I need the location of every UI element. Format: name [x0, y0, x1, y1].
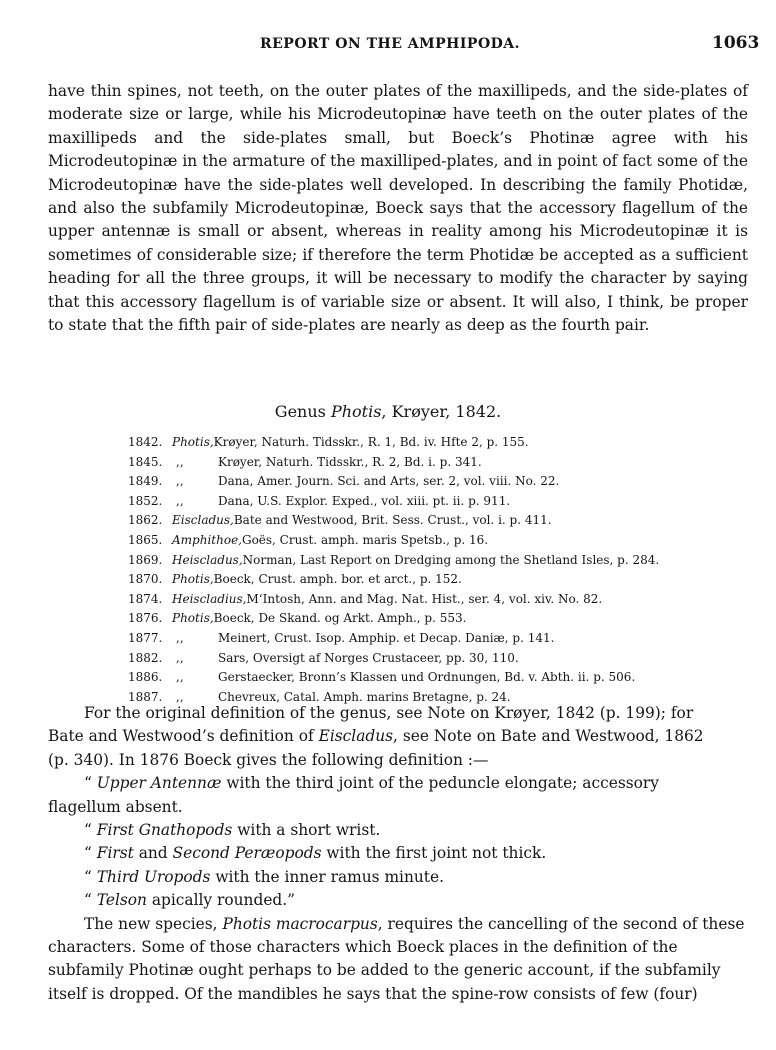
- genus-suffix: , Krøyer, 1842.: [381, 402, 502, 421]
- quote-line: [48, 842, 748, 865]
- synonymy-entry: [128, 511, 728, 531]
- ditto-mark: ,,: [176, 630, 184, 645]
- synonymy-ref: Norman, Last Report on Dredging among the Shetland Isles, p. 284.: [242, 552, 660, 567]
- quote-mark: “: [84, 821, 97, 840]
- synonymy-year: 1852.: [128, 493, 163, 508]
- italic-term: Third Uropods: [96, 867, 211, 886]
- synonymy-entry: [128, 433, 728, 453]
- ditto-mark: ,,: [176, 689, 184, 704]
- quote-mark: “: [84, 867, 97, 886]
- text-line: deep as the fourth pair.: [466, 316, 650, 335]
- synonymy-entry: [128, 551, 728, 571]
- synonymy-ref: Krøyer, Naturh. Tidsskr., R. 1, Bd. iv. Hfte 2, p. 155.: [213, 435, 529, 449]
- synonymy-entry: [128, 531, 728, 551]
- synonymy-ref: Goës, Crust. amph. maris Spetsb., p. 16.: [241, 532, 489, 547]
- synonymy-year: 1887.: [128, 689, 163, 704]
- synonymy-entry: [128, 453, 728, 473]
- synonymy-ref: Dana, Amer. Journ. Sci. and Arts, ser. 2, vol. viii. No. 22.: [218, 474, 560, 489]
- text-line: characters. Some of those characters which Boeck places in the definition of the: [48, 938, 678, 957]
- synonymy-ref: Chevreux, Catal. Amph. marins Bretagne, p. 24.: [218, 689, 511, 704]
- synonymy-year: 1886.: [128, 670, 163, 685]
- text-line: will also, I think, be proper to state that the fifth pair of side-plates are nearly as: [48, 292, 748, 335]
- synonymy-ref: Sars, Oversigt af Norges Crustaceer, pp. 30, 110.: [218, 650, 519, 665]
- text-line: Microdeutopinæ it is sometimes of considerable size; if therefore the term Photidæ be: [48, 222, 748, 264]
- ditto-mark: ,,: [176, 650, 184, 665]
- genus-name: Photis: [330, 402, 382, 421]
- text-line: the maxillipeds and the side-plates small, but Boeck’s Photinæ agree with his: [48, 105, 748, 147]
- synonymy-ref: Boeck, Crust. amph. bor. et arct., p. 152.: [213, 572, 462, 587]
- italic-term: Eiscladus: [318, 727, 394, 746]
- ditto-mark: ,,: [176, 670, 184, 685]
- italic-term: First: [96, 844, 134, 863]
- ditto-mark: ,,: [176, 454, 184, 469]
- ditto-mark: ,,: [176, 493, 184, 508]
- text-span: with the third joint of the peduncle elongate; accessory: [221, 774, 659, 793]
- text-span: with the inner ramus minute.: [210, 867, 444, 886]
- quote-line: [48, 866, 748, 889]
- genus-heading: [0, 402, 776, 421]
- synonymy-genus: Photis,: [172, 572, 214, 587]
- text-span: , requires the cancelling of the second of these: [377, 914, 745, 933]
- text-line: (p. 340). In 1876 Boeck gives the following definition :—: [48, 750, 489, 769]
- synonymy-entry: [128, 609, 728, 629]
- synonymy-genus: Heiscladus,: [172, 552, 243, 567]
- quote-line: [48, 819, 748, 842]
- synonymy-ref: Krøyer, Naturh. Tidsskr., R. 2, Bd. i. p. 341.: [218, 454, 482, 469]
- synonymy-year: 1849.: [128, 474, 163, 489]
- synonymy-ref: Boeck, De Skand. og Arkt. Amph., p. 553.: [213, 611, 467, 626]
- synonymy-year: 1870.: [128, 572, 163, 587]
- synonymy-year: 1877.: [128, 630, 163, 645]
- synonymy-year: 1865.: [128, 532, 163, 547]
- text-line: subfamily Photinæ ought perhaps to be added to the generic account, if the subfamily: [48, 961, 721, 980]
- text-span: apically rounded.”: [146, 891, 296, 910]
- text-span: Bate and Westwood’s definition of: [48, 727, 319, 746]
- synonymy-year: 1874.: [128, 591, 163, 606]
- ditto-mark: ,,: [176, 474, 184, 489]
- synonymy-ref: Meinert, Crust. Isop. Amphip. et Decap. Daniæ, p. 141.: [218, 630, 555, 645]
- text-span: and: [133, 844, 173, 863]
- genus-prefix: Genus: [274, 402, 331, 421]
- synonymy-genus: Amphithoe,: [172, 532, 242, 547]
- italic-term: Second Peræopods: [172, 844, 322, 863]
- synonymy-entry: [128, 472, 728, 492]
- text-span: , see Note on Bate and Westwood, 1862: [393, 727, 704, 746]
- text-line: accepted as a sufficient heading for all the three groups, it will be necessary to modify: [48, 245, 748, 288]
- text-line: have thin spines, not teeth, on the outer plates of the maxillipeds, and the side-plates: [48, 82, 728, 100]
- synonymy-year: 1869.: [128, 552, 163, 567]
- text-line: of moderate size or large, while his Microdeutopinæ have teeth on the outer plates of: [48, 82, 748, 124]
- italic-term: Telson: [96, 891, 147, 910]
- synonymy-entry: [128, 668, 728, 688]
- quote-mark: “: [84, 774, 97, 793]
- paragraph-intro: [48, 80, 748, 337]
- quote-line: [48, 772, 748, 795]
- synonymy-ref: Gerstaecker, Bronn’s Klassen und Ordnungen, Bd. v. Abth. ii. p. 506.: [218, 670, 636, 685]
- synonymy-genus: Heiscladius,: [172, 591, 247, 606]
- synonymy-entry: [128, 629, 728, 649]
- italic-term: Photis macrocarpus: [222, 914, 378, 933]
- synonymy-ref: Dana, U.S. Explor. Exped., vol. xiii. pt. ii. p. 911.: [218, 493, 511, 508]
- text-line: Photidæ, and also the subfamily Microdeutopinæ, Boeck says that the accessory: [48, 175, 748, 218]
- synonymy-entry: [128, 570, 728, 590]
- quote-mark: “: [84, 844, 97, 863]
- synonymy-entry: [128, 649, 728, 669]
- synonymy-year: 1842.: [128, 435, 163, 449]
- quote-line: [48, 889, 748, 912]
- italic-term: Upper Antennæ: [96, 774, 222, 793]
- text-line: For the original definition of the genus, see Note on Krøyer, 1842 (p. 199); for: [84, 704, 694, 722]
- text-line: itself is dropped. Of the mandibles he says that the spine-row consists of few (four): [48, 984, 698, 1003]
- text-line: [48, 913, 748, 936]
- synonymy-year: 1882.: [128, 650, 163, 665]
- text-span: with the first joint not thick.: [321, 844, 547, 863]
- synonymy-entry: [128, 492, 728, 512]
- running-header: REPORT ON THE AMPHIPODA.: [260, 36, 521, 52]
- synonymy-ref: Bate and Westwood, Brit. Sess. Crust., vol. i. p. 411.: [233, 513, 552, 528]
- italic-term: First Gnathopods: [96, 821, 233, 840]
- synonymy-entry: [128, 590, 728, 610]
- paragraph-definition: [48, 702, 748, 1006]
- quote-mark: “: [84, 891, 97, 910]
- synonymy-list: [128, 433, 728, 707]
- text-line: Microdeutopinæ in the armature of the maxilliped-plates, and in point of fact some of: [48, 152, 718, 171]
- page-number: 1063: [712, 33, 760, 53]
- synonymy-genus: Eiscladus,: [172, 513, 234, 528]
- text-line: flagellum absent.: [48, 797, 183, 816]
- synonymy-genus: Photis,: [172, 435, 214, 449]
- text-line: the Microdeutopinæ have the side-plates well developed. In describing the family: [48, 152, 748, 194]
- text-line: the character by saying that this accessory flagellum is of variable size or absent. It: [48, 269, 748, 311]
- text-span: The new species,: [84, 914, 223, 933]
- text-line: [48, 725, 748, 748]
- synonymy-year: 1862.: [128, 513, 163, 528]
- synonymy-year: 1876.: [128, 611, 163, 626]
- synonymy-ref: M‘Intosh, Ann. and Mag. Nat. Hist., ser. 4, vol. xiv. No. 82.: [246, 591, 603, 606]
- synonymy-genus: Photis,: [172, 611, 214, 626]
- synonymy-year: 1845.: [128, 454, 163, 469]
- text-span: with a short wrist.: [232, 821, 381, 840]
- text-line: flagellum of the upper antennæ is small or absent, whereas in reality among his: [48, 199, 748, 241]
